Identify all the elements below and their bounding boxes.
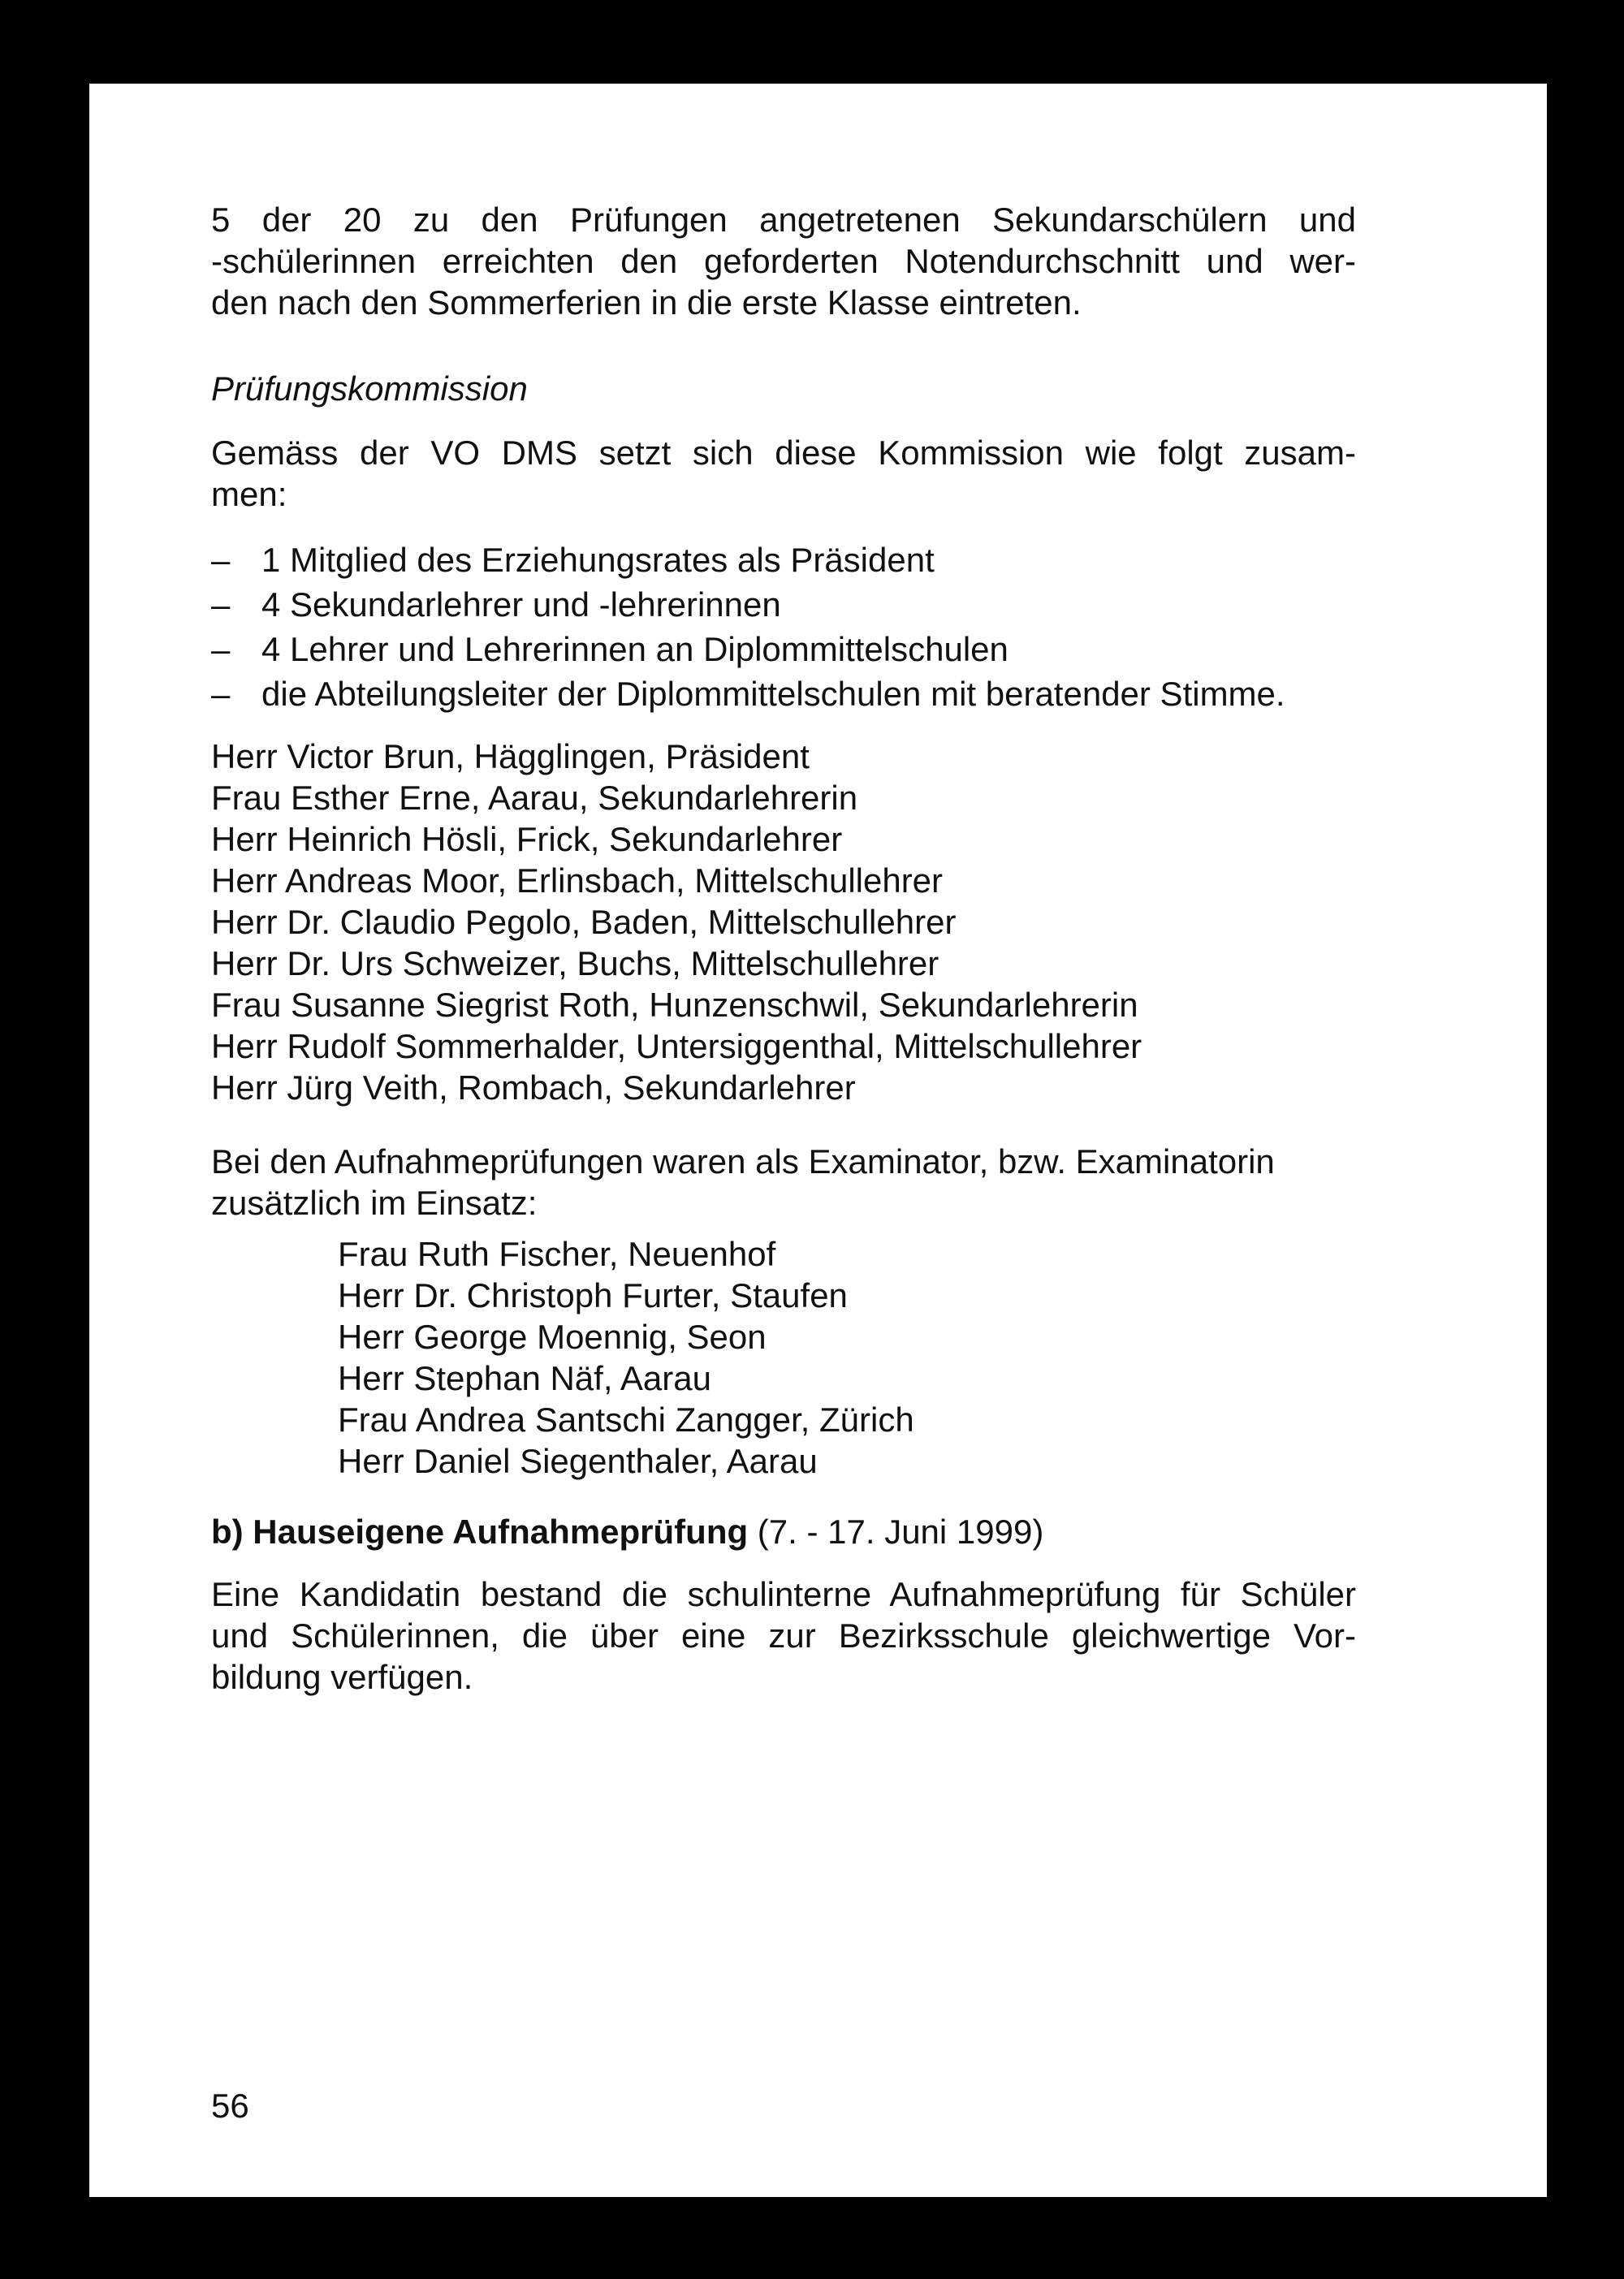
page-number: 56 (211, 2087, 249, 2125)
list-item (211, 671, 1356, 716)
member-entry: Herr Jürg Veith, Rombach, Sekundarlehrer (211, 1068, 856, 1107)
member-entry: Herr Dr. Urs Schweizer, Buchs, Mittelschullehrer (211, 944, 939, 982)
section-b-heading-bold: b) Hauseigene Aufnahmeprüfung (211, 1513, 749, 1551)
dash-marker: – (211, 675, 231, 713)
section-b-paragraph (211, 1573, 1356, 1698)
examiners-list (211, 1233, 1356, 1482)
examiners-intro (211, 1141, 1356, 1224)
member-entry: Herr Rudolf Sommerhalder, Untersiggenthal, Mittelschullehrer (211, 1027, 1142, 1065)
list-item-text: 4 Lehrer und Lehrerinnen an Diplommittelschulen (261, 630, 1009, 668)
list-item-text: 4 Sekundarlehrer und -lehrerinnen (261, 585, 781, 624)
section-b-line: und Schülerinnen, die über eine zur Bezirksschule gleichwertige Vor- (211, 1616, 1356, 1655)
list-item (211, 627, 1356, 671)
commission-intro-line: Gemäss der VO DMS setzt sich diese Kommission wie folgt zusam- (211, 434, 1356, 472)
examiner-entry: Frau Andrea Santschi Zangger, Zürich (338, 1401, 914, 1439)
page-content (211, 199, 1356, 1698)
examiners-intro-line: Bei den Aufnahmeprüfungen waren als Examinator, bzw. Examinatorin (211, 1142, 1275, 1181)
member-entry: Herr Andreas Moor, Erlinsbach, Mittelschullehrer (211, 861, 944, 900)
intro-paragraph (211, 199, 1356, 323)
member-entry: Frau Susanne Siegrist Roth, Hunzenschwil, Sekundarlehrerin (211, 986, 1138, 1024)
dash-marker: – (211, 630, 231, 668)
commission-intro (211, 432, 1356, 515)
examiner-entry: Herr George Moennig, Seon (338, 1318, 767, 1356)
examiners-intro-line: zusätzlich im Einsatz: (211, 1184, 538, 1222)
examiner-entry: Herr Daniel Siegenthaler, Aarau (338, 1442, 818, 1480)
section-b-heading-date: (7. - 17. Juni 1999) (748, 1513, 1044, 1551)
member-entry: Herr Dr. Claudio Pegolo, Baden, Mittelschullehrer (211, 903, 957, 941)
member-entry: Herr Victor Brun, Hägglingen, Präsident (211, 737, 810, 775)
commission-heading: Prüfungskommission (211, 369, 528, 408)
examiner-entry: Frau Ruth Fischer, Neuenhof (338, 1235, 776, 1273)
list-item (211, 537, 1356, 582)
document-page (89, 84, 1547, 2197)
dash-marker: – (211, 541, 231, 579)
examiner-entry: Herr Stephan Näf, Aarau (338, 1359, 711, 1397)
list-item (211, 582, 1356, 627)
member-entry: Herr Heinrich Hösli, Frick, Sekundarlehrer (211, 820, 843, 858)
composition-list (211, 537, 1356, 716)
member-entry: Frau Esther Erne, Aarau, Sekundarlehrerin (211, 779, 858, 817)
dash-marker: – (211, 585, 231, 624)
members-list (211, 736, 1356, 1108)
section-b-line: bildung verfügen. (211, 1658, 473, 1696)
examiner-entry: Herr Dr. Christoph Furter, Staufen (338, 1276, 848, 1314)
list-item-text: die Abteilungsleiter der Diplommittelschulen mit beratender Stimme. (261, 675, 1285, 713)
intro-line: -schülerinnen erreichten den geforderten Notendurchschnitt und wer- (211, 242, 1356, 280)
commission-intro-line: men: (211, 475, 287, 513)
section-b-heading (211, 1511, 1356, 1552)
intro-line: 5 der 20 zu den Prüfungen angetretenen Sekundarschülern und (211, 201, 1356, 239)
list-item-text: 1 Mitglied des Erziehungsrates als Präsident (261, 541, 935, 579)
section-b-line: Eine Kandidatin bestand die schulinterne Aufnahmeprüfung für Schüler (211, 1575, 1356, 1613)
intro-line: den nach den Sommerferien in die erste Klasse eintreten. (211, 283, 1082, 322)
